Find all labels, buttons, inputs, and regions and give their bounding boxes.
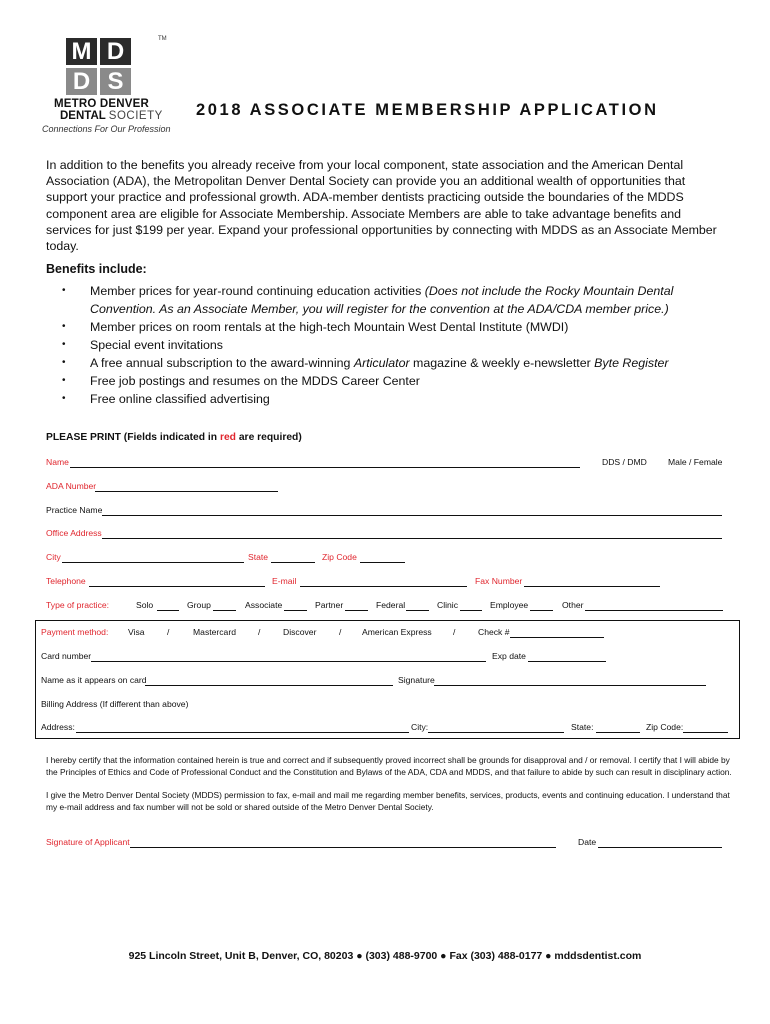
- separator-3: /: [339, 627, 342, 637]
- solo-field[interactable]: [157, 610, 179, 611]
- amex-option[interactable]: American Express: [362, 627, 432, 637]
- logo-name-line2: [60, 110, 163, 122]
- group-option-label: Group: [187, 600, 211, 610]
- articulator-title: Articulator: [353, 356, 410, 370]
- telephone-field[interactable]: [89, 586, 265, 587]
- list-item: [62, 282, 732, 318]
- logo-letter-s: S: [100, 68, 131, 95]
- logo-letter-d2: D: [66, 68, 97, 95]
- billing-zip-field[interactable]: [683, 732, 728, 733]
- clinic-option-label: Clinic: [437, 600, 459, 610]
- other-option-label: Other: [562, 600, 584, 610]
- city-label: City: [46, 552, 61, 562]
- bullet-icon: •: [62, 339, 66, 350]
- billing-city-field[interactable]: [428, 732, 564, 733]
- practice-name-field[interactable]: [102, 515, 722, 516]
- fax-label: Fax Number: [475, 576, 523, 586]
- practice-type-label: Type of practice:: [46, 600, 110, 610]
- card-number-field[interactable]: [91, 661, 486, 662]
- trademark-mark: TM: [158, 36, 167, 42]
- logo-tagline: Connections For Our Profession: [42, 124, 171, 134]
- solo-option-label: Solo: [136, 600, 154, 610]
- benefit-text: Special event invitations: [90, 338, 223, 352]
- office-address-field[interactable]: [102, 538, 722, 539]
- card-number-label: Card number: [41, 651, 92, 661]
- discover-option[interactable]: Discover: [283, 627, 317, 637]
- print-text-end: are required): [235, 432, 302, 443]
- fax-field[interactable]: [524, 586, 660, 587]
- billing-address-label: Billing Address (If different than above): [41, 699, 189, 709]
- name-field[interactable]: [70, 467, 580, 468]
- bullet-icon: •: [62, 321, 66, 332]
- partner-option-label: Partner: [315, 600, 344, 610]
- partner-field[interactable]: [345, 610, 368, 611]
- payment-method-label: Payment method:: [41, 627, 109, 637]
- benefit-text: Member prices on room rentals at the high-tech Mountain West Dental Institute (MWDI): [90, 320, 569, 334]
- applicant-signature-field[interactable]: [130, 847, 556, 848]
- billing-city-label: City:: [411, 722, 429, 732]
- separator-4: /: [453, 627, 456, 637]
- telephone-label: Telephone: [46, 576, 86, 586]
- list-item: [62, 372, 732, 390]
- city-field[interactable]: [62, 562, 244, 563]
- benefits-list: [62, 282, 732, 408]
- benefit-text: Member prices for year-round continuing education activities: [90, 284, 425, 298]
- associate-field[interactable]: [284, 610, 307, 611]
- billing-zip-label: Zip Code:: [646, 722, 684, 732]
- exp-date-field[interactable]: [528, 661, 606, 662]
- bullet-icon: •: [62, 357, 66, 368]
- logo-dental: DENTAL: [60, 110, 109, 122]
- bullet-icon: •: [62, 375, 66, 386]
- mastercard-option[interactable]: Mastercard: [193, 627, 236, 637]
- bullet-icon: •: [62, 393, 66, 404]
- gender-option[interactable]: Male / Female: [668, 457, 723, 467]
- date-field[interactable]: [598, 847, 722, 848]
- benefit-text: Free job postings and resumes on the MDDS Career Center: [90, 374, 420, 388]
- employee-field[interactable]: [530, 610, 553, 611]
- email-field[interactable]: [300, 586, 467, 587]
- mdds-logo: [40, 38, 170, 138]
- byte-register-title: Byte Register: [594, 356, 669, 370]
- billing-address-line-label: Address:: [41, 722, 75, 732]
- zip-label: Zip Code: [322, 552, 357, 562]
- group-field[interactable]: [213, 610, 236, 611]
- zip-field[interactable]: [360, 562, 405, 563]
- separator-2: /: [258, 627, 261, 637]
- federal-option-label: Federal: [376, 600, 406, 610]
- email-label: E-mail: [272, 576, 297, 586]
- state-field[interactable]: [271, 562, 315, 563]
- visa-option[interactable]: Visa: [128, 627, 145, 637]
- list-item: [62, 354, 732, 372]
- card-signature-label: Signature: [398, 675, 435, 685]
- print-text: PLEASE PRINT (Fields indicated in: [46, 432, 220, 443]
- print-red-word: red: [219, 432, 236, 443]
- page-title: 2018 ASSOCIATE MEMBERSHIP APPLICATION: [196, 101, 659, 119]
- billing-state-label: State:: [571, 722, 594, 732]
- name-label: Name: [46, 457, 69, 467]
- associate-option-label: Associate: [245, 600, 283, 610]
- intro-paragraph: In addition to the benefits you already receive from your local component, state association and the American Dental Association (ADA), the Metropolitan Denver Dental Society can provide you an additional wealth of opportunities that support your practice and professional growth. ADA-member dentists practicing outside the boundaries of the MDDS component area are eligible for Associate Membership. Associate Members are able to take advantage benefits and services for just $199 per year. Expand your professional opportunities by connecting with MDDS as an Associate Member today.: [46, 158, 717, 254]
- state-label: State: [248, 552, 269, 562]
- check-label: Check #: [478, 627, 510, 637]
- other-field[interactable]: [585, 610, 723, 611]
- card-name-field[interactable]: [145, 685, 393, 686]
- benefit-text: magazine & weekly e-newsletter: [409, 356, 595, 370]
- billing-address-field[interactable]: [76, 732, 409, 733]
- card-signature-field[interactable]: [434, 685, 706, 686]
- clinic-field[interactable]: [460, 610, 482, 611]
- print-instructions: [46, 432, 302, 443]
- logo-letter-d: D: [100, 38, 131, 65]
- benefit-text: Free online classified advertising: [90, 392, 270, 406]
- federal-field[interactable]: [406, 610, 429, 611]
- list-item: [62, 336, 732, 354]
- bullet-icon: •: [62, 285, 66, 296]
- ada-number-field[interactable]: [95, 491, 278, 492]
- separator-1: /: [167, 627, 170, 637]
- employee-option-label: Employee: [490, 600, 529, 610]
- practice-name-label: Practice Name: [46, 505, 103, 515]
- office-address-label: Office Address: [46, 528, 102, 538]
- applicant-signature-label: Signature of Applicant: [46, 837, 130, 847]
- benefit-note: (Does not include the Rocky Mountain Dental Convention. As an Associate Member, you will register for the convention at the ADA/CDA member price.): [90, 284, 674, 316]
- benefits-heading: Benefits include:: [46, 262, 147, 276]
- logo-society: SOCIETY: [108, 110, 163, 122]
- list-item: [62, 318, 732, 336]
- exp-date-label: Exp date: [492, 651, 526, 661]
- footer-contact: 925 Lincoln Street, Unit B, Denver, CO, 80203 ● (303) 488-9700 ● Fax (303) 488-0177 ● mddsdentist.com: [128, 950, 642, 962]
- certification-text: I hereby certify that the information contained herein is true and correct and if subsequently proved incorrect shall be grounds for disapproval and / or removal. I certify that I will abide by the Principles of Ethics and Code of Professional Conduct and the Constitution and Bylaws of the ADA, CDA and MDDS, and that failure to abide by such can result in disciplinary action.: [46, 755, 732, 777]
- dds-dmd-option[interactable]: DDS / DMD: [602, 457, 647, 467]
- card-name-label: Name as it appears on card: [41, 675, 147, 685]
- logo-name-line1: METRO DENVER: [54, 98, 150, 110]
- ada-number-label: ADA Number: [46, 481, 97, 491]
- logo-letter-m: M: [66, 38, 97, 65]
- benefit-text: A free annual subscription to the award-winning: [90, 356, 354, 370]
- list-item: [62, 390, 732, 408]
- permission-text: I give the Metro Denver Dental Society (MDDS) permission to fax, e-mail and mail me regarding member benefits, services, products, events and continuing education. I understand that my e-mail address and fax number will not be sold or shared outside of the Metro Denver Dental Society.: [46, 790, 730, 812]
- billing-state-field[interactable]: [596, 732, 640, 733]
- date-label: Date: [578, 837, 597, 847]
- check-number-field[interactable]: [510, 637, 604, 638]
